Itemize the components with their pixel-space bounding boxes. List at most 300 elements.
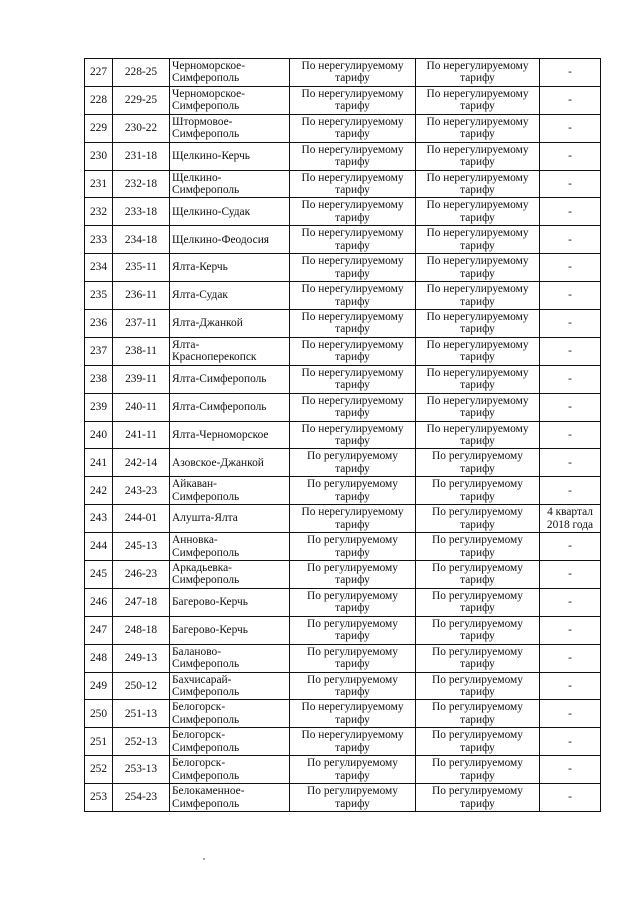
tariff-planned-line: По регулируемому	[432, 450, 523, 463]
row-number-cell: 234	[85, 254, 113, 282]
table-row	[85, 588, 601, 616]
route-name-line: Ялта-	[172, 338, 200, 351]
tariff-planned-line: тарифу	[460, 407, 495, 420]
tariff-planned-line: тарифу	[460, 379, 495, 392]
tariff-planned-line: По регулируемому	[432, 701, 523, 714]
tariff-current-cell	[290, 616, 416, 644]
route-name-line: Багерово-Керчь	[172, 624, 248, 636]
route-name-cell	[170, 700, 290, 728]
route-code-cell: 236-11	[113, 282, 170, 310]
tariff-planned-line: По нерегулируемому	[426, 143, 529, 156]
tariff-planned-cell	[416, 728, 540, 756]
route-name-line: Анновка-	[172, 534, 218, 547]
route-name-cell	[170, 784, 290, 812]
tariff-planned-line: По регулируемому	[432, 617, 523, 630]
route-name-line: Симферополь	[172, 490, 240, 503]
route-name-line: Симферополь	[172, 686, 240, 699]
tariff-current-cell	[290, 505, 416, 533]
term-cell	[540, 198, 601, 226]
tariff-planned-line: тарифу	[460, 211, 495, 224]
tariff-current-line: тарифу	[335, 72, 370, 85]
tariff-current-line: По нерегулируемому	[301, 366, 404, 379]
tariff-current-line: тарифу	[335, 211, 370, 224]
tariff-current-line: тарифу	[335, 435, 370, 448]
term-line: -	[568, 428, 572, 441]
table-row	[85, 86, 601, 114]
tariff-planned-line: тарифу	[460, 602, 495, 615]
route-name-cell	[170, 254, 290, 282]
route-name-cell	[170, 672, 290, 700]
tariff-planned-line: По регулируемому	[432, 673, 523, 686]
tariff-current-line: тарифу	[335, 323, 370, 336]
tariff-current-cell	[290, 170, 416, 198]
term-line: -	[568, 94, 572, 107]
route-name-line: Азовское-Джанкой	[172, 456, 264, 469]
term-line: -	[568, 177, 572, 190]
term-line: 4 квартал	[547, 506, 593, 519]
table-row	[85, 756, 601, 784]
tariff-planned-line: тарифу	[460, 630, 495, 643]
tariff-planned-line: тарифу	[460, 239, 495, 252]
tariff-planned-cell	[416, 393, 540, 421]
tariff-planned-line: По нерегулируемому	[426, 310, 529, 323]
tariff-current-line: По нерегулируемому	[301, 701, 404, 714]
tariff-planned-cell	[416, 449, 540, 477]
tariff-current-cell	[290, 59, 416, 87]
tariff-planned-cell	[416, 644, 540, 672]
tariff-current-line: По регулируемому	[307, 757, 398, 770]
tariff-current-line: тарифу	[335, 490, 370, 503]
tariff-planned-cell	[416, 505, 540, 533]
route-name-line: Симферополь	[172, 546, 240, 559]
tariff-current-line: По нерегулируемому	[301, 310, 404, 323]
term-line: -	[568, 261, 572, 274]
tariff-current-cell	[290, 756, 416, 784]
tariff-current-line: тарифу	[335, 769, 370, 782]
tariff-planned-line: тарифу	[460, 72, 495, 85]
table-row	[85, 310, 601, 338]
route-code-cell: 237-11	[113, 310, 170, 338]
term-cell	[540, 393, 601, 421]
tariff-current-line: тарифу	[335, 686, 370, 699]
term-cell	[540, 533, 601, 561]
route-name-line: Белогорск-	[172, 757, 226, 770]
term-line: -	[568, 763, 572, 776]
tariff-current-line: тарифу	[335, 156, 370, 169]
tariff-current-line: тарифу	[335, 658, 370, 671]
route-name-cell	[170, 365, 290, 393]
tariff-planned-cell	[416, 756, 540, 784]
route-name-line: Симферополь	[172, 713, 240, 726]
route-name-line: Баланово-	[172, 645, 222, 658]
term-line: -	[568, 149, 572, 162]
route-code-cell: 246-23	[113, 561, 170, 589]
route-name-line: Симферополь	[172, 184, 240, 196]
row-number-cell: 249	[85, 672, 113, 700]
tariff-planned-cell	[416, 142, 540, 170]
tariff-planned-cell	[416, 477, 540, 505]
route-name-line: Бахчисарай-	[172, 673, 232, 686]
term-line: -	[568, 735, 572, 748]
route-name-line: Симферополь	[172, 658, 240, 671]
tariff-planned-line: тарифу	[460, 713, 495, 726]
table-row	[85, 282, 601, 310]
route-name-cell	[170, 226, 290, 254]
tariff-current-line: тарифу	[335, 741, 370, 754]
tariff-planned-line: тарифу	[460, 351, 495, 364]
tariff-planned-cell	[416, 254, 540, 282]
route-name-line: Аркадьевка-	[172, 561, 232, 574]
route-name-line: Симферополь	[172, 574, 240, 587]
route-name-cell	[170, 616, 290, 644]
route-code-cell: 241-11	[113, 421, 170, 449]
route-name-cell	[170, 588, 290, 616]
tariff-current-line: По регулируемому	[307, 450, 398, 463]
term-line: -	[568, 372, 572, 385]
table-row	[85, 477, 601, 505]
tariff-planned-line: По нерегулируемому	[426, 227, 529, 240]
tariff-planned-line: тарифу	[460, 518, 495, 531]
tariff-current-line: По регулируемому	[307, 561, 398, 574]
route-name-cell	[170, 114, 290, 142]
term-line: -	[568, 121, 572, 134]
tariff-current-cell	[290, 393, 416, 421]
route-code-cell: 229-25	[113, 86, 170, 114]
term-line: -	[568, 679, 572, 692]
tariff-planned-cell	[416, 337, 540, 365]
tariff-planned-line: По регулируемому	[432, 478, 523, 491]
tariff-current-line: По регулируемому	[307, 645, 398, 658]
term-line: -	[568, 345, 572, 358]
route-name-cell	[170, 198, 290, 226]
tariff-current-cell	[290, 254, 416, 282]
tariff-planned-cell	[416, 588, 540, 616]
route-name-line: Ялта-Судак	[172, 289, 228, 302]
route-code-cell: 243-23	[113, 477, 170, 505]
route-code-cell: 254-23	[113, 784, 170, 812]
tariff-current-cell	[290, 672, 416, 700]
tariff-current-cell	[290, 728, 416, 756]
tariff-planned-line: По регулируемому	[432, 645, 523, 658]
table-row	[85, 700, 601, 728]
term-line: -	[568, 205, 572, 218]
table-row	[85, 198, 601, 226]
tariff-current-line: По регулируемому	[307, 534, 398, 547]
tariff-planned-cell	[416, 533, 540, 561]
tariff-planned-line: тарифу	[460, 295, 495, 308]
tariff-planned-cell	[416, 170, 540, 198]
tariff-planned-cell	[416, 421, 540, 449]
table-row	[85, 728, 601, 756]
tariff-current-line: По нерегулируемому	[301, 283, 404, 296]
term-cell	[540, 86, 601, 114]
route-name-line: Симферополь	[172, 72, 240, 85]
table-row	[85, 784, 601, 812]
route-code-cell: 238-11	[113, 337, 170, 365]
table-row	[85, 449, 601, 477]
term-line: -	[568, 568, 572, 581]
tariff-current-line: По нерегулируемому	[301, 394, 404, 407]
route-name-cell	[170, 477, 290, 505]
tariff-planned-line: По нерегулируемому	[426, 338, 529, 351]
tariff-current-line: По регулируемому	[307, 673, 398, 686]
route-name-line: Белокаменное-	[172, 785, 245, 798]
tariff-planned-line: тарифу	[460, 128, 495, 141]
tariff-current-cell	[290, 561, 416, 589]
route-code-cell: 253-13	[113, 756, 170, 784]
tariff-current-cell	[290, 477, 416, 505]
tariff-planned-line: тарифу	[460, 546, 495, 559]
tariff-current-line: тарифу	[335, 713, 370, 726]
tariff-current-cell	[290, 644, 416, 672]
tariff-planned-line: тарифу	[460, 741, 495, 754]
tariff-current-line: тарифу	[335, 546, 370, 559]
row-number-cell: 233	[85, 226, 113, 254]
tariff-current-cell	[290, 588, 416, 616]
route-name-cell	[170, 142, 290, 170]
term-cell	[540, 59, 601, 87]
row-number-cell: 246	[85, 588, 113, 616]
tariff-current-line: По нерегулируемому	[301, 171, 404, 184]
term-line: -	[568, 651, 572, 664]
term-cell	[540, 254, 601, 282]
route-name-line: Симферополь	[172, 741, 240, 754]
tariff-planned-cell	[416, 365, 540, 393]
term-line: -	[568, 707, 572, 720]
term-cell	[540, 588, 601, 616]
tariff-current-cell	[290, 533, 416, 561]
row-number-cell: 248	[85, 644, 113, 672]
term-cell	[540, 644, 601, 672]
route-name-cell	[170, 561, 290, 589]
term-line: -	[568, 624, 572, 636]
tariff-planned-line: тарифу	[460, 267, 495, 280]
tariff-current-line: По нерегулируемому	[301, 506, 404, 519]
tariff-planned-line: тарифу	[460, 686, 495, 699]
route-code-cell: 233-18	[113, 198, 170, 226]
tariff-planned-line: По регулируемому	[432, 729, 523, 742]
route-code-cell: 252-13	[113, 728, 170, 756]
tariff-current-line: тарифу	[335, 462, 370, 475]
table-row	[85, 644, 601, 672]
term-line: -	[568, 484, 572, 497]
route-name-line: Штормовое-	[172, 115, 233, 128]
row-number-cell: 252	[85, 756, 113, 784]
term-cell	[540, 114, 601, 142]
tariff-current-line: По регулируемому	[307, 589, 398, 602]
row-number-cell: 232	[85, 198, 113, 226]
tariff-current-line: По нерегулируемому	[301, 199, 404, 212]
tariff-current-line: тарифу	[335, 407, 370, 420]
route-name-line: Ялта-Джанкой	[172, 317, 243, 330]
route-code-cell: 250-12	[113, 672, 170, 700]
tariff-planned-line: тарифу	[460, 658, 495, 671]
route-name-line: Ялта-Симферополь	[172, 400, 267, 413]
row-number-cell: 239	[85, 393, 113, 421]
row-number-cell: 250	[85, 700, 113, 728]
route-name-line: Ялта-Черноморское	[172, 428, 269, 441]
tariff-current-line: По нерегулируемому	[301, 227, 404, 240]
tariff-planned-line: По регулируемому	[432, 589, 523, 602]
route-code-cell: 228-25	[113, 59, 170, 87]
term-line: -	[568, 400, 572, 413]
tariff-current-cell	[290, 310, 416, 338]
term-cell	[540, 310, 601, 338]
route-code-cell: 251-13	[113, 700, 170, 728]
term-cell	[540, 700, 601, 728]
tariff-planned-cell	[416, 616, 540, 644]
route-name-cell	[170, 282, 290, 310]
route-name-line: Щелкино-Судак	[172, 205, 251, 218]
tariff-current-cell	[290, 449, 416, 477]
tariff-planned-line: тарифу	[460, 462, 495, 475]
term-line: -	[568, 289, 572, 302]
tariff-planned-cell	[416, 784, 540, 812]
route-name-line: Симферополь	[172, 769, 240, 782]
row-number-cell: 242	[85, 477, 113, 505]
tariff-current-line: По нерегулируемому	[301, 59, 404, 72]
table-row	[85, 170, 601, 198]
tariff-current-line: тарифу	[335, 267, 370, 280]
term-line: -	[568, 233, 572, 246]
route-name-line: Симферополь	[172, 100, 240, 113]
term-cell	[540, 728, 601, 756]
tariff-current-line: тарифу	[335, 518, 370, 531]
term-cell	[540, 226, 601, 254]
table-row	[85, 254, 601, 282]
row-number-cell: 228	[85, 86, 113, 114]
route-name-line: Алушта-Ялта	[172, 512, 238, 525]
tariff-current-line: тарифу	[335, 239, 370, 252]
route-name-cell	[170, 393, 290, 421]
tariff-current-line: По регулируемому	[307, 478, 398, 491]
tariff-current-line: тарифу	[335, 574, 370, 587]
tariff-planned-line: По регулируемому	[432, 757, 523, 770]
tariff-planned-line: тарифу	[460, 184, 495, 196]
route-code-cell: 240-11	[113, 393, 170, 421]
term-cell	[540, 421, 601, 449]
tariff-planned-line: тарифу	[460, 490, 495, 503]
row-number-cell: 247	[85, 616, 113, 644]
term-cell	[540, 784, 601, 812]
route-name-cell	[170, 449, 290, 477]
tariff-planned-line: По регулируемому	[432, 561, 523, 574]
row-number-cell: 244	[85, 533, 113, 561]
route-name-line: Ялта-Керчь	[172, 261, 228, 274]
term-cell	[540, 477, 601, 505]
route-name-line: Красноперекопск	[172, 351, 257, 364]
tariff-planned-line: тарифу	[460, 156, 495, 169]
term-cell	[540, 282, 601, 310]
row-number-cell: 237	[85, 337, 113, 365]
route-name-line: Черноморское-	[172, 87, 246, 100]
tariff-planned-cell	[416, 198, 540, 226]
tariff-current-line: По нерегулируемому	[301, 143, 404, 156]
tariff-current-line: тарифу	[335, 295, 370, 308]
table-row	[85, 672, 601, 700]
route-name-line: Белогорск-	[172, 701, 226, 714]
route-code-cell: 247-18	[113, 588, 170, 616]
tariff-current-line: тарифу	[335, 351, 370, 364]
page-mark	[203, 858, 205, 860]
route-name-line: Ялта-Симферополь	[172, 372, 267, 385]
row-number-cell: 241	[85, 449, 113, 477]
route-code-cell: 244-01	[113, 505, 170, 533]
row-number-cell: 243	[85, 505, 113, 533]
tariff-current-cell	[290, 784, 416, 812]
tariff-planned-cell	[416, 114, 540, 142]
route-code-cell: 239-11	[113, 365, 170, 393]
route-name-cell	[170, 644, 290, 672]
row-number-cell: 245	[85, 561, 113, 589]
route-name-cell	[170, 728, 290, 756]
row-number-cell: 230	[85, 142, 113, 170]
route-name-line: Симферополь	[172, 128, 240, 141]
term-line: 2018 года	[546, 518, 594, 531]
table-row	[85, 616, 601, 644]
tariff-current-line: По нерегулируемому	[301, 115, 404, 128]
tariff-planned-line: По нерегулируемому	[426, 422, 529, 435]
tariff-planned-cell	[416, 86, 540, 114]
tariff-current-line: По нерегулируемому	[301, 729, 404, 742]
route-name-line: Щелкино-	[172, 171, 222, 184]
tariff-planned-cell	[416, 561, 540, 589]
term-cell	[540, 170, 601, 198]
tariff-current-line: тарифу	[335, 797, 370, 810]
tariff-planned-line: По нерегулируемому	[426, 199, 529, 212]
tariff-current-cell	[290, 114, 416, 142]
term-line: -	[568, 66, 572, 79]
route-code-cell: 245-13	[113, 533, 170, 561]
route-name-cell	[170, 505, 290, 533]
tariff-planned-cell	[416, 672, 540, 700]
term-cell	[540, 616, 601, 644]
route-name-cell	[170, 337, 290, 365]
route-code-cell: 242-14	[113, 449, 170, 477]
row-number-cell: 231	[85, 170, 113, 198]
tariff-current-cell	[290, 86, 416, 114]
table-row	[85, 561, 601, 589]
tariff-current-line: тарифу	[335, 379, 370, 392]
tariff-planned-cell	[416, 226, 540, 254]
table-row	[85, 365, 601, 393]
tariff-planned-line: По нерегулируемому	[426, 283, 529, 296]
row-number-cell: 253	[85, 784, 113, 812]
route-code-cell: 249-13	[113, 644, 170, 672]
term-line: -	[568, 456, 572, 469]
tariff-current-line: По регулируемому	[307, 785, 398, 798]
tariff-current-cell	[290, 421, 416, 449]
row-number-cell: 236	[85, 310, 113, 338]
tariff-current-line: тарифу	[335, 184, 370, 196]
tariff-planned-line: тарифу	[460, 323, 495, 336]
tariff-current-cell	[290, 282, 416, 310]
tariff-planned-line: По нерегулируемому	[426, 87, 529, 100]
term-line: -	[568, 540, 572, 553]
tariff-planned-cell	[416, 59, 540, 87]
tariff-planned-cell	[416, 310, 540, 338]
route-name-cell	[170, 421, 290, 449]
route-name-line: Щелкино-Керчь	[172, 149, 250, 162]
route-name-line: Айкаван-	[172, 478, 217, 491]
tariff-current-cell	[290, 142, 416, 170]
route-name-cell	[170, 533, 290, 561]
term-cell	[540, 672, 601, 700]
term-line: -	[568, 317, 572, 330]
routes-table	[84, 58, 601, 812]
table-row	[85, 142, 601, 170]
term-cell	[540, 337, 601, 365]
